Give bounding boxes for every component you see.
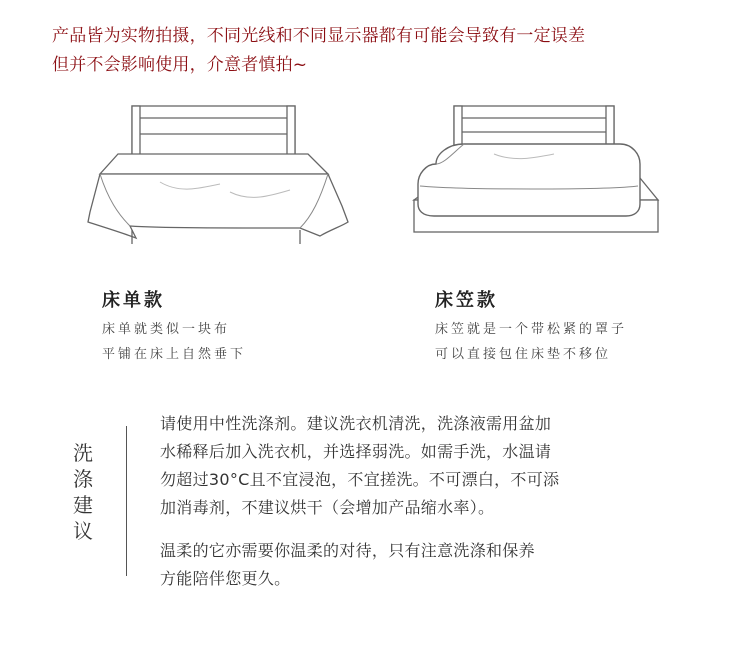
flat-sheet-desc-2: 平铺在床上自然垂下 — [102, 347, 247, 362]
fitted-sheet-illustration — [404, 104, 666, 246]
washing-line: 水稀释后加入洗衣机，并选择弱洗。如需手洗，水温请 — [160, 442, 552, 461]
washing-title — [70, 440, 96, 544]
washing-line: 请使用中性洗涤剂。建议洗衣机清洗，洗涤液需用盆加 — [160, 414, 552, 433]
care-line: 方能陪伴您更久。 — [160, 569, 291, 588]
washing-title-char: 建 — [73, 493, 93, 517]
flat-sheet-title: 床单款 — [102, 290, 165, 311]
divider-line — [126, 426, 127, 576]
flat-sheet-illustration — [80, 104, 350, 254]
washing-instructions — [160, 410, 680, 522]
washing-title-char: 涤 — [73, 467, 93, 491]
washing-line: 勿超过30°C且不宜浸泡，不宜搓洗。不可漂白，不可添 — [160, 470, 560, 489]
flat-sheet-desc-1: 床单就类似一块布 — [102, 322, 231, 337]
washing-title-char: 议 — [73, 519, 93, 543]
fitted-sheet-desc-1: 床笠就是一个带松紧的罩子 — [435, 322, 628, 337]
care-line: 温柔的它亦需要你温柔的对待，只有注意洗涤和保养 — [160, 541, 535, 560]
washing-line: 加消毒剂，不建议烘干（会增加产品缩水率）。 — [160, 498, 495, 517]
fitted-sheet-title: 床笠款 — [435, 290, 498, 311]
care-note — [160, 537, 680, 593]
notice-text — [52, 22, 712, 80]
notice-line-2: 但并不会影响使用，介意者慎拍~ — [52, 55, 308, 75]
washing-title-char: 洗 — [73, 441, 93, 465]
fitted-sheet-desc-2: 可以直接包住床垫不移位 — [435, 347, 612, 362]
notice-line-1: 产品皆为实物拍摄，不同光线和不同显示器都有可能会导致有一定误差 — [52, 26, 586, 46]
